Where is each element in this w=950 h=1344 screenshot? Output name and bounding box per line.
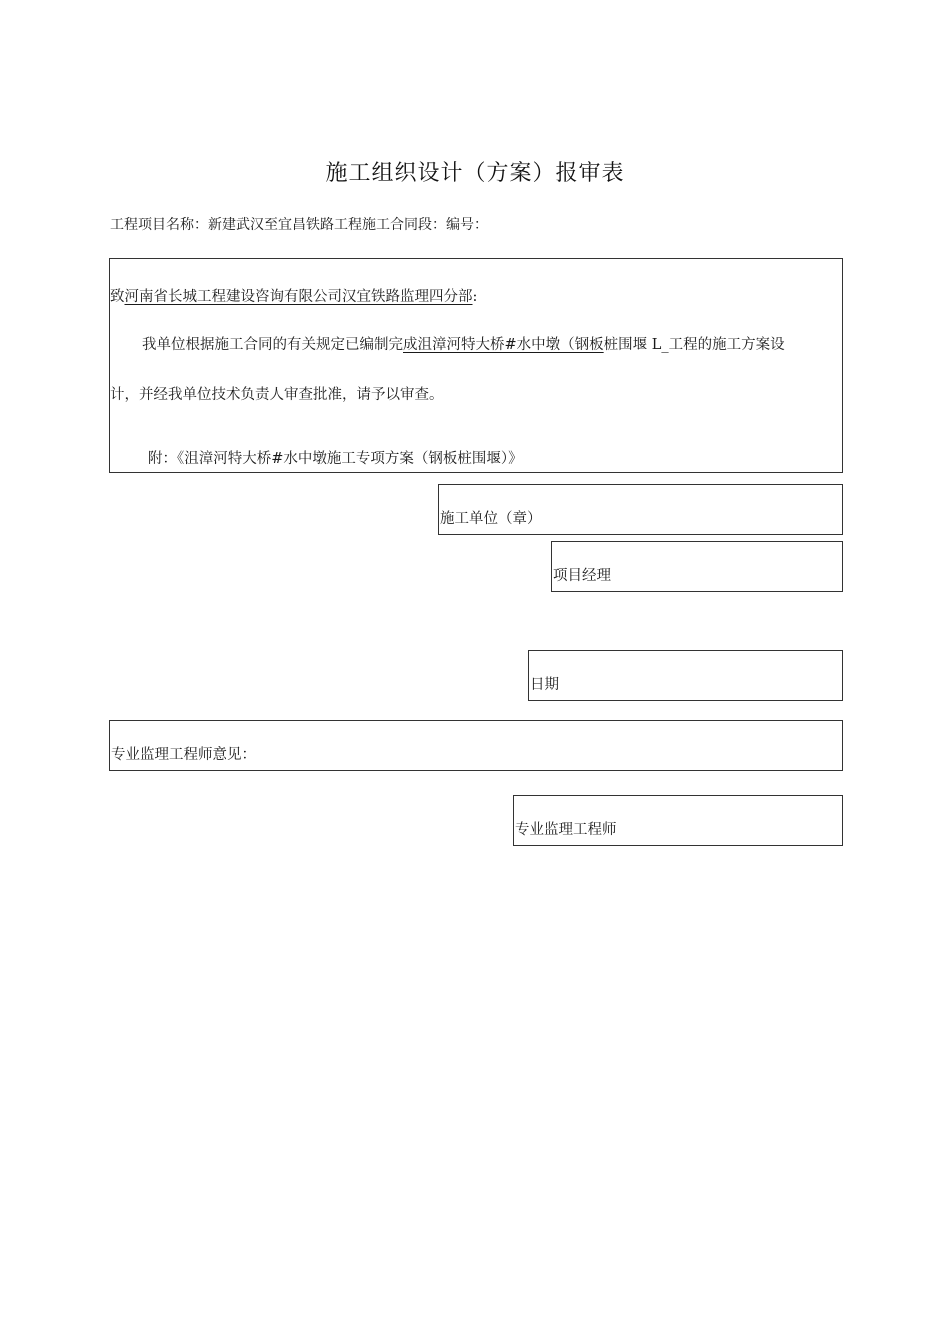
construction-unit-seal-box <box>438 484 843 535</box>
letter-body-line-2: 计，并经我单位技术负责人审查批准，请予以审查。 <box>110 387 444 403</box>
supervisor-opinion-box <box>109 720 843 771</box>
attachment-line: 附：《沮漳河特大桥#水中墩施工专项方案（钢板桩围堰）》 <box>148 451 523 467</box>
project-manager-label: 项目经理 <box>553 568 611 584</box>
date-box <box>528 650 843 701</box>
form-title: 施工组织设计（方案）报审表 <box>325 161 625 186</box>
project-manager-box <box>551 541 843 592</box>
addressee-line <box>110 285 477 306</box>
letter-body-underlined: 成沮漳河特大桥#水中墩（钢板 <box>403 337 604 353</box>
supervisor-opinion-label: 专业监理工程师意见： <box>111 747 256 763</box>
project-info-line: 工程项目名称：新建武汉至宜昌铁路工程施工合同段：编号： <box>110 217 488 233</box>
addressee-suffix: : <box>472 289 478 305</box>
addressee-prefix: 致 <box>110 289 125 305</box>
construction-unit-label: 施工单位（章） <box>440 511 542 527</box>
supervising-engineer-label: 专业监理工程师 <box>515 822 617 838</box>
supervisor-org-name: 河南省长城工程建设咨询有限公司汉宜铁路监理四分部 <box>124 289 473 305</box>
date-label: 日期 <box>530 677 559 693</box>
supervising-engineer-box <box>513 795 843 846</box>
submission-letter-box <box>109 258 843 473</box>
letter-body-line-1 <box>110 333 842 354</box>
letter-body-part-1: 我单位根据施工合同的有关规定已编制完 <box>142 337 403 353</box>
letter-body-part-2: 桩围堰 L_工程的施工方案设 <box>603 337 785 353</box>
